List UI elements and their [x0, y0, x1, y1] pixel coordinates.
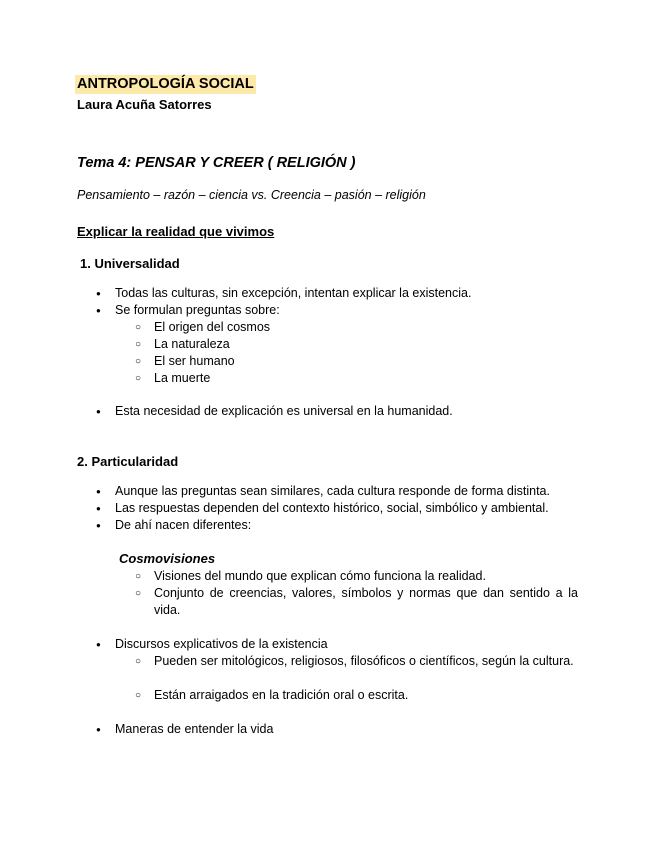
- sub-list-item: ○ Conjunto de creencias, valores, símbolos y normas que dan sentido a la vida.: [154, 585, 578, 619]
- sub-list-item: ○ El origen del cosmos: [154, 319, 270, 336]
- sub-list-item: ○ Pueden ser mitológicos, religiosos, filosóficos o científicos, según la cultura.: [154, 653, 578, 670]
- universalidad-heading: 1. Universalidad: [80, 256, 180, 271]
- list-item: ● De ahí nacen diferentes:: [115, 517, 251, 534]
- cosmovisiones-heading: Cosmovisiones: [119, 551, 216, 566]
- particularidad-heading: 2. Particularidad: [77, 454, 179, 469]
- topic-subtitle: Pensamiento – razón – ciencia vs. Creencia – pasión – religión: [77, 188, 426, 202]
- section-heading: Explicar la realidad que vivimos: [77, 224, 275, 239]
- document-title: ANTROPOLOGÍA SOCIAL: [77, 76, 254, 92]
- list-item: ● Todas las culturas, sin excepción, intentan explicar la existencia.: [115, 285, 471, 302]
- sub-list-item: ○ La naturaleza: [154, 336, 230, 353]
- list-item: ● Las respuestas dependen del contexto histórico, social, simbólico y ambiental.: [115, 500, 549, 517]
- author-name: Laura Acuña Satorres: [77, 97, 212, 112]
- sub-list-item: ○ Visiones del mundo que explican cómo funciona la realidad.: [154, 568, 486, 585]
- list-item: ● Discursos explicativos de la existencia: [115, 636, 328, 653]
- list-item: ● Se formulan preguntas sobre:: [115, 302, 280, 319]
- list-item: ● Maneras de entender la vida: [115, 721, 273, 738]
- sub-list-item: ○ La muerte: [154, 370, 210, 387]
- list-item: ● Esta necesidad de explicación es universal en la humanidad.: [115, 403, 453, 420]
- sub-list-item: ○ El ser humano: [154, 353, 235, 370]
- topic-title: Tema 4: PENSAR Y CREER ( RELIGIÓN ): [77, 155, 356, 171]
- sub-list-item: ○ Están arraigados en la tradición oral o escrita.: [154, 687, 408, 704]
- list-item: ● Aunque las preguntas sean similares, cada cultura responde de forma distinta.: [115, 483, 550, 500]
